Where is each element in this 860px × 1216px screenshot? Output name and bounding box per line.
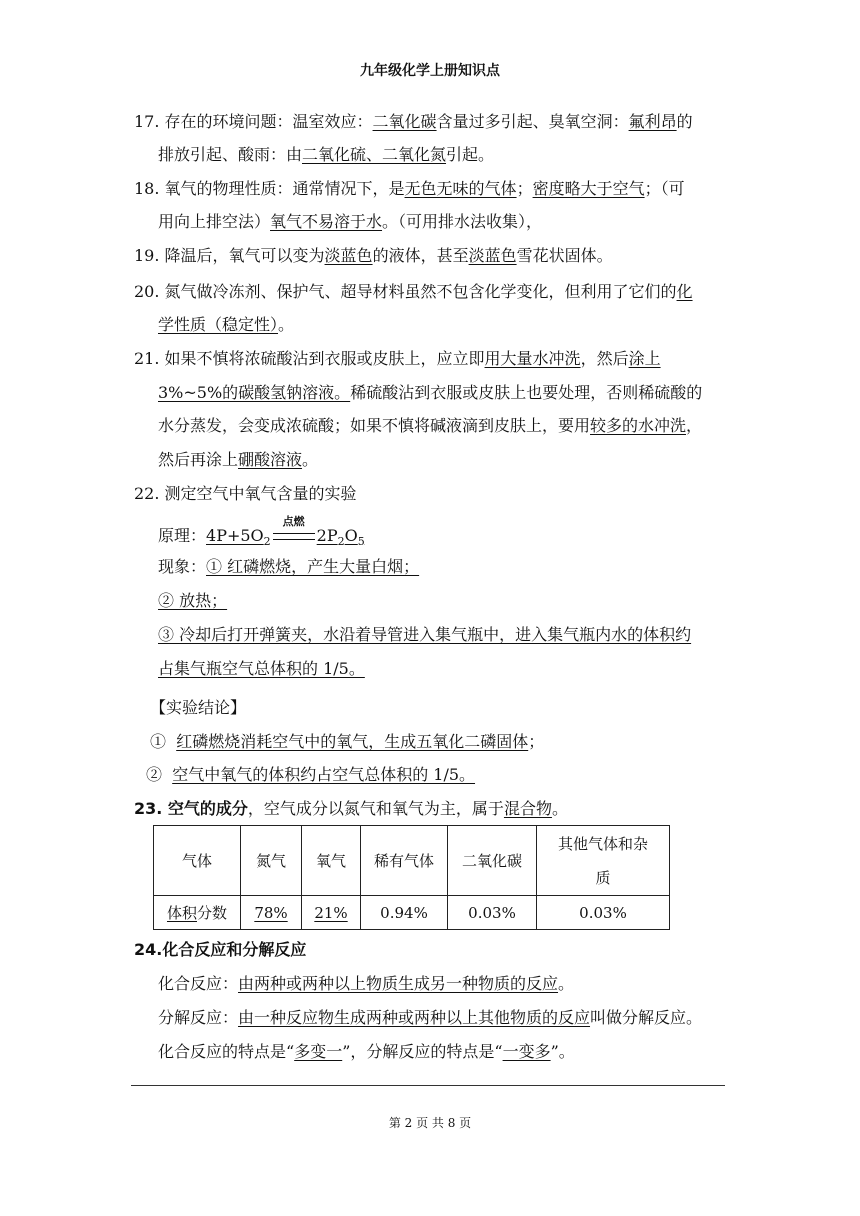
item-24-title: 24.化合反应和分解反应 xyxy=(134,940,307,959)
table-cell: 21% xyxy=(302,896,361,930)
page-footer: 第 2 页 共 8 页 xyxy=(388,1116,472,1130)
item-24-line-2: 分解反应：由一种反应物生成两种或两种以上其他物质的反应叫做分解反应。 xyxy=(158,1008,703,1027)
table-header-cell: 氧气 xyxy=(302,826,361,896)
table-header-cell: 稀有气体 xyxy=(361,826,448,896)
item-21-line-3: 水分蒸发，会变成浓硫酸；如果不慎将碱液滴到皮肤上，要用较多的水冲洗， xyxy=(158,416,703,435)
item-18-line-2: 用向上排空法）氧气不易溶于水。（可用排水法收集）， xyxy=(158,212,543,231)
table-header-cell: 其他气体和杂 质 xyxy=(537,826,670,896)
table-row-label: 体积分数 xyxy=(154,896,241,930)
item-24-line-1: 化合反应：由两种或两种以上物质生成另一种物质的反应。 xyxy=(158,974,575,993)
item-19: 19. 降温后，氧气可以变为淡蓝色的液体，甚至淡蓝色雪花状固体。 xyxy=(134,246,613,265)
item-24-line-3: 化合反应的特点是“多变一”，分解反应的特点是“一变多”。 xyxy=(158,1042,575,1061)
footer-divider xyxy=(131,1085,725,1086)
conclusion-title: 【实验结论】 xyxy=(150,698,247,717)
table-cell: 78% xyxy=(241,896,302,930)
table-cell: 0.03% xyxy=(537,896,670,930)
item-17-line-1: 17. 存在的环境问题：温室效应：二氧化碳含量过多引起、臭氧空洞：氟利昂的 xyxy=(134,112,693,131)
principle-equation: 原理：$4P+5O_2$ 点燃 $2P_2O_5$ xyxy=(158,515,365,548)
item-21-line-2: 3%~5%的碳酸氢钠溶液。稀硫酸沾到衣服或皮肤上也要处理，否则稀硫酸的 xyxy=(158,383,703,402)
item-17-line-2: 排放引起、酸雨：由二氧化硫、二氧化氮引起。 xyxy=(158,145,495,164)
air-composition-table xyxy=(153,825,670,930)
table-header-cell: 二氧化碳 xyxy=(448,826,537,896)
item-21-line-4: 然后再涂上硼酸溶液。 xyxy=(158,450,319,469)
item-18-line-1: 18. 氧气的物理性质：通常情况下，是无色无味的气体；密度略大于空气；（可 xyxy=(134,179,685,198)
item-22-title: 22. 测定空气中氧气含量的实验 xyxy=(134,484,357,503)
phenomenon-2: ② 放热； xyxy=(158,591,228,610)
table-header-row xyxy=(154,826,670,896)
page-header: 九年级化学上册知识点 xyxy=(360,63,500,79)
conclusion-1: ① 红磷燃烧消耗空气中的氧气，生成五氧化二磷固体； xyxy=(150,732,545,751)
table-row xyxy=(154,896,670,930)
phenomenon-3-line-1: ③ 冷却后打开弹簧夹，水沿着导管进入集气瓶中，进入集气瓶内水的体积约 xyxy=(158,625,692,644)
item-20-line-1: 20. 氮气做冷冻剂、保护气、超导材料虽然不包含化学变化，但利用了它们的化 xyxy=(134,282,693,301)
phenomenon-3-line-2: 占集气瓶空气总体积的 1/5。 xyxy=(158,659,365,678)
table-header-cell: 氮气 xyxy=(241,826,302,896)
phenomenon-1: 现象：① 红磷燃烧，产生大量白烟； xyxy=(158,557,420,576)
item-20-line-2: 学性质（稳定性）。 xyxy=(158,315,295,334)
table-header-cell: 气体 xyxy=(154,826,241,896)
table-cell: 0.94% xyxy=(361,896,448,930)
item-21-line-1: 21. 如果不慎将浓硫酸沾到衣服或皮肤上，应立即用大量水冲洗，然后涂上 xyxy=(134,349,661,368)
conclusion-2: ② 空气中氧气的体积约占空气总体积的 1/5。 xyxy=(146,765,476,784)
table-cell: 0.03% xyxy=(448,896,537,930)
item-23: 23. 空气的成分，空气成分以氮气和氧气为主，属于混合物。 xyxy=(134,799,568,818)
reaction-arrow: 点燃 xyxy=(271,524,317,548)
